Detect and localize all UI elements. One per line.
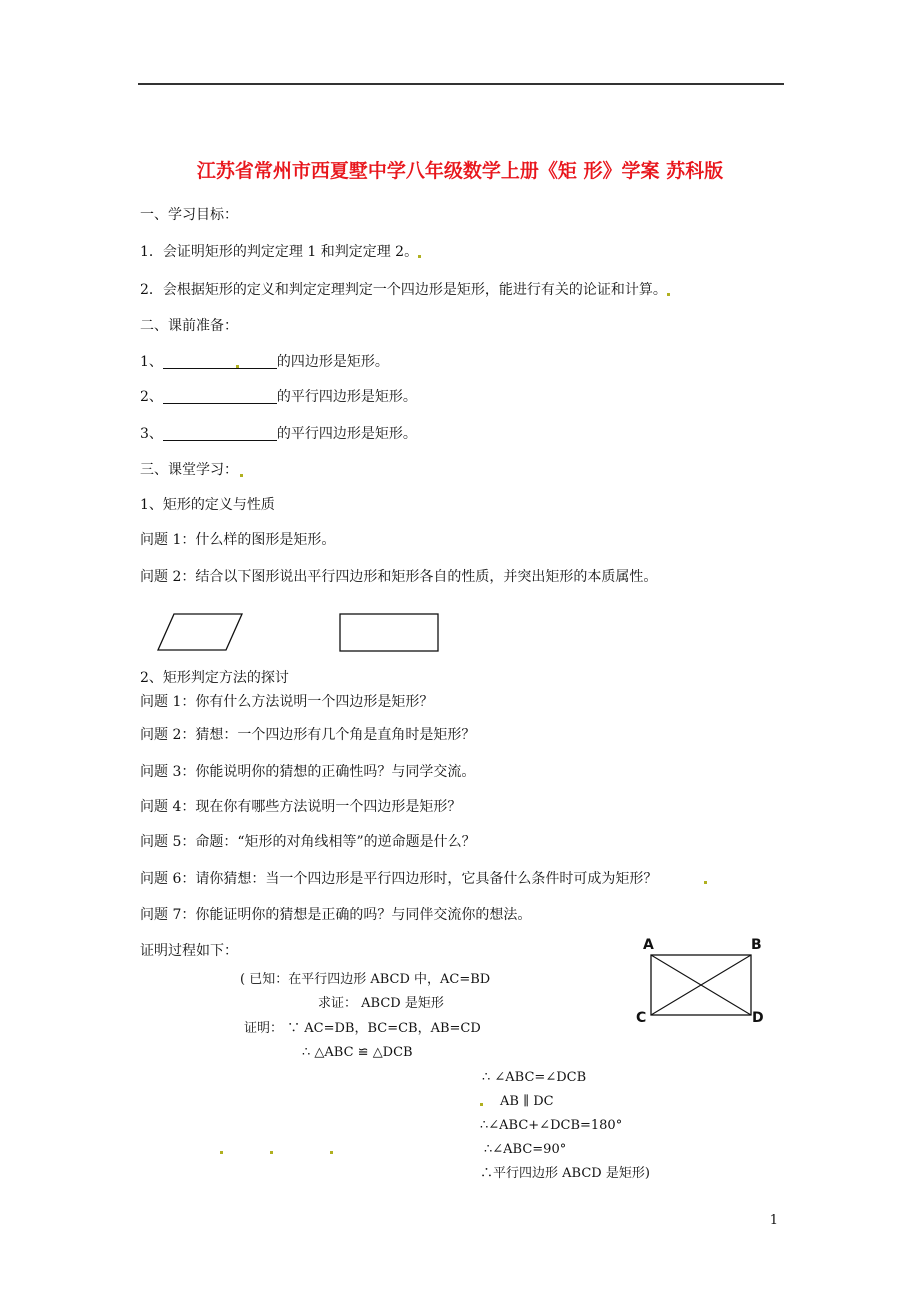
fill-blank-3[interactable]	[163, 426, 277, 441]
stray-dot	[236, 365, 239, 368]
header-rule	[138, 83, 784, 85]
vertex-label-d: D	[752, 1010, 764, 1026]
goal-item-1	[140, 243, 421, 261]
vertex-label-b: B	[751, 937, 762, 953]
prep-item-2	[140, 388, 417, 406]
proof-step-2: ∴ △ABC ≌ △DCB	[302, 1045, 413, 1060]
proof-step-1: 证明： ∵ AC=DB，BC=CB，AB=CD	[244, 1021, 481, 1036]
section1-heading: 一、学习目标：	[140, 207, 238, 223]
proof-step-7: ∴平行四边形 ABCD 是矩形)	[480, 1166, 650, 1181]
prep-item-2-suffix: 的平行四边形是矩形。	[276, 389, 417, 405]
goal-item-1-text: 1．会证明矩形的判定定理 1 和判定定理 2。	[140, 244, 419, 260]
stray-dot	[667, 293, 670, 296]
document-title: 江苏省常州市西夏墅中学八年级数学上册《矩 形》学案 苏科版	[196, 160, 724, 182]
sub1-question-1: 问题 1：什么样的图形是矩形。	[140, 532, 336, 548]
proof-given: ( 已知：在平行四边形 ABCD 中，AC=BD	[240, 972, 491, 987]
page-number: 1	[769, 1213, 778, 1228]
fill-blank-2[interactable]	[163, 389, 277, 404]
sub2-question-6: 问题 6：请你猜想：当一个四边形是平行四边形时，它具备什么条件时可成为矩形？	[140, 871, 658, 887]
prep-item-3-num: 3、	[140, 426, 163, 442]
goal-item-2-text: 2．会根据矩形的定义和判定定理判定一个四边形是矩形，能进行有关的论证和计算。	[140, 282, 667, 298]
stray-dot	[418, 255, 421, 258]
prep-item-2-num: 2、	[140, 389, 163, 405]
prep-item-3	[140, 425, 417, 443]
proof-step-5: ∴∠ABC+∠DCB=180°	[480, 1118, 623, 1133]
prep-item-1-suffix: 的四边形是矩形。	[276, 354, 389, 370]
prep-item-1	[140, 353, 389, 371]
stray-dot	[480, 1103, 483, 1106]
stray-dot	[240, 474, 243, 477]
sub2-question-1: 问题 1：你有什么方法说明一个四边形是矩形？	[140, 694, 434, 710]
sub1-question-2: 问题 2：结合以下图形说出平行四边形和矩形各自的性质，并突出矩形的本质属性。	[140, 569, 658, 585]
proof-to-prove: 求证： ABCD 是矩形	[318, 996, 444, 1011]
fill-blank-1[interactable]	[163, 354, 277, 369]
goal-item-2	[140, 281, 670, 299]
proof-intro: 证明过程如下：	[140, 943, 238, 959]
parallelogram-figure	[150, 610, 250, 654]
prep-item-1-num: 1、	[140, 354, 163, 370]
proof-step-6: ∴∠ABC=90°	[484, 1142, 567, 1157]
stray-dot	[330, 1151, 333, 1154]
rectangle-abcd-figure	[632, 930, 772, 1030]
sub2-question-2: 问题 2：猜想：一个四边形有几个角是直角时是矩形？	[140, 727, 476, 743]
proof-step-4: AB ∥ DC	[500, 1094, 554, 1109]
rectangle-figure	[336, 612, 442, 654]
section2-heading: 二、课前准备：	[140, 318, 238, 334]
stray-dot	[270, 1151, 273, 1154]
stray-dot	[704, 881, 707, 884]
vertex-label-a: A	[643, 937, 654, 953]
sub2-question-4: 问题 4：现在你有哪些方法说明一个四边形是矩形？	[140, 799, 462, 815]
prep-item-3-suffix: 的平行四边形是矩形。	[276, 426, 417, 442]
subsection-2-heading: 2、矩形判定方法的探讨	[140, 670, 289, 686]
sub2-question-7: 问题 7：你能证明你的猜想是正确的吗？与同伴交流你的想法。	[140, 907, 532, 923]
stray-dot	[220, 1151, 223, 1154]
sub2-question-3: 问题 3：你能说明你的猜想的正确性吗？与同学交流。	[140, 764, 476, 780]
proof-step-3: ∴ ∠ABC=∠DCB	[482, 1070, 587, 1085]
sub2-question-5: 问题 5：命题：“矩形的对角线相等”的逆命题是什么？	[140, 834, 476, 850]
vertex-label-c: C	[636, 1010, 647, 1026]
section3-heading: 三、课堂学习：	[140, 462, 238, 478]
subsection-1-heading: 1、矩形的定义与性质	[140, 497, 275, 513]
